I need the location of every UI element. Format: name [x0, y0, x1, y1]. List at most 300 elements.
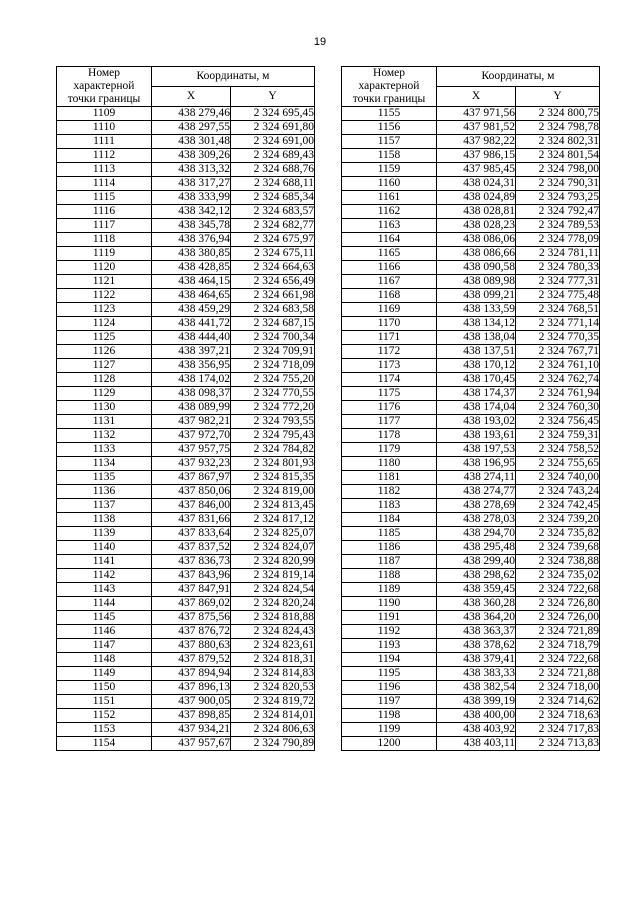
table-row: [342, 401, 600, 415]
point-number-cell: 1161: [342, 191, 437, 205]
table-row: [57, 429, 315, 443]
point-number-cell: 1179: [342, 443, 437, 457]
point-number-cell: 1175: [342, 387, 437, 401]
point-number-cell: 1123: [57, 303, 152, 317]
table-row: [57, 555, 315, 569]
y-coordinate-cell: 2 324 824,43: [231, 625, 315, 639]
x-coordinate-cell: 438 464,15: [152, 275, 231, 289]
y-coordinate-cell: 2 324 682,77: [231, 219, 315, 233]
y-coordinate-cell: 2 324 801,54: [516, 149, 600, 163]
point-number-cell: 1145: [57, 611, 152, 625]
table-row: [57, 205, 315, 219]
point-number-cell: 1192: [342, 625, 437, 639]
x-coordinate-cell: 437 900,05: [152, 695, 231, 709]
point-number-cell: 1173: [342, 359, 437, 373]
point-number-cell: 1154: [57, 737, 152, 751]
x-coordinate-cell: 438 400,00: [437, 709, 516, 723]
point-number-cell: 1134: [57, 457, 152, 471]
table-row: [57, 345, 315, 359]
point-number-cell: 1157: [342, 135, 437, 149]
y-coordinate-cell: 2 324 739,20: [516, 513, 600, 527]
x-coordinate-cell: 438 133,59: [437, 303, 516, 317]
x-coordinate-cell: 438 376,94: [152, 233, 231, 247]
table-row: [342, 583, 600, 597]
point-number-cell: 1133: [57, 443, 152, 457]
table-row: [57, 583, 315, 597]
x-coordinate-cell: 437 850,06: [152, 485, 231, 499]
x-coordinate-cell: 438 174,04: [437, 401, 516, 415]
y-coordinate-cell: 2 324 691,80: [231, 121, 315, 135]
y-coordinate-cell: 2 324 793,55: [231, 415, 315, 429]
y-coordinate-cell: 2 324 740,00: [516, 471, 600, 485]
point-number-cell: 1126: [57, 345, 152, 359]
y-coordinate-cell: 2 324 755,65: [516, 457, 600, 471]
table-row: [342, 695, 600, 709]
y-coordinate-cell: 2 324 717,83: [516, 723, 600, 737]
point-number-cell: 1185: [342, 527, 437, 541]
point-number-cell: 1166: [342, 261, 437, 275]
x-coordinate-cell: 438 297,55: [152, 121, 231, 135]
point-number-cell: 1118: [57, 233, 152, 247]
point-number-cell: 1167: [342, 275, 437, 289]
point-number-cell: 1198: [342, 709, 437, 723]
table-row: [57, 275, 315, 289]
point-number-cell: 1150: [57, 681, 152, 695]
point-number-cell: 1128: [57, 373, 152, 387]
x-coordinate-cell: 438 024,89: [437, 191, 516, 205]
x-coordinate-cell: 438 174,37: [437, 387, 516, 401]
table-row: [57, 625, 315, 639]
table-row: [342, 135, 600, 149]
table-row: [57, 527, 315, 541]
table-row: [342, 443, 600, 457]
y-coordinate-cell: 2 324 792,47: [516, 205, 600, 219]
point-number-cell: 1184: [342, 513, 437, 527]
x-coordinate-cell: 437 875,56: [152, 611, 231, 625]
point-number-cell: 1182: [342, 485, 437, 499]
table-row: [57, 667, 315, 681]
table-row: [342, 625, 600, 639]
y-coordinate-cell: 2 324 790,89: [231, 737, 315, 751]
table-row: [342, 457, 600, 471]
y-coordinate-cell: 2 324 825,07: [231, 527, 315, 541]
x-coordinate-cell: 438 295,48: [437, 541, 516, 555]
point-number-cell: 1115: [57, 191, 152, 205]
table-row: [342, 639, 600, 653]
x-coordinate-cell: 437 986,15: [437, 149, 516, 163]
y-coordinate-cell: 2 324 687,15: [231, 317, 315, 331]
y-coordinate-cell: 2 324 695,45: [231, 107, 315, 121]
table-row: [57, 135, 315, 149]
point-number-cell: 1188: [342, 569, 437, 583]
x-coordinate-cell: 437 843,96: [152, 569, 231, 583]
y-coordinate-cell: 2 324 685,34: [231, 191, 315, 205]
point-number-cell: 1186: [342, 541, 437, 555]
table-row: [57, 359, 315, 373]
header-x: X: [437, 87, 516, 107]
point-number-cell: 1141: [57, 555, 152, 569]
table-row: [342, 233, 600, 247]
point-number-cell: 1156: [342, 121, 437, 135]
x-coordinate-cell: 438 464,65: [152, 289, 231, 303]
y-coordinate-cell: 2 324 718,00: [516, 681, 600, 695]
x-coordinate-cell: 437 879,52: [152, 653, 231, 667]
x-coordinate-cell: 438 274,77: [437, 485, 516, 499]
point-number-cell: 1146: [57, 625, 152, 639]
y-coordinate-cell: 2 324 813,45: [231, 499, 315, 513]
point-number-cell: 1116: [57, 205, 152, 219]
table-row: [342, 485, 600, 499]
x-coordinate-cell: 438 359,45: [437, 583, 516, 597]
table-row: [57, 191, 315, 205]
point-number-cell: 1172: [342, 345, 437, 359]
point-number-cell: 1120: [57, 261, 152, 275]
y-coordinate-cell: 2 324 806,63: [231, 723, 315, 737]
point-number-cell: 1163: [342, 219, 437, 233]
point-number-cell: 1113: [57, 163, 152, 177]
table-row: [57, 737, 315, 751]
y-coordinate-cell: 2 324 760,30: [516, 401, 600, 415]
header-coordinates: Координаты, м: [437, 67, 600, 87]
y-coordinate-cell: 2 324 820,99: [231, 555, 315, 569]
x-coordinate-cell: 438 028,23: [437, 219, 516, 233]
table-row: [342, 681, 600, 695]
y-coordinate-cell: 2 324 762,74: [516, 373, 600, 387]
x-coordinate-cell: 437 896,13: [152, 681, 231, 695]
point-number-cell: 1147: [57, 639, 152, 653]
x-coordinate-cell: 438 403,92: [437, 723, 516, 737]
y-coordinate-cell: 2 324 823,61: [231, 639, 315, 653]
header-point-number: [342, 67, 437, 107]
x-coordinate-cell: 438 024,31: [437, 177, 516, 191]
table-row: [57, 723, 315, 737]
x-coordinate-cell: 438 301,48: [152, 135, 231, 149]
x-coordinate-cell: 437 981,52: [437, 121, 516, 135]
point-number-cell: 1124: [57, 317, 152, 331]
x-coordinate-cell: 437 898,85: [152, 709, 231, 723]
table-row: [57, 653, 315, 667]
x-coordinate-cell: 437 985,45: [437, 163, 516, 177]
point-number-cell: 1199: [342, 723, 437, 737]
table-row: [57, 163, 315, 177]
point-number-cell: 1121: [57, 275, 152, 289]
y-coordinate-cell: 2 324 738,88: [516, 555, 600, 569]
x-coordinate-cell: 438 317,27: [152, 177, 231, 191]
y-coordinate-cell: 2 324 770,55: [231, 387, 315, 401]
point-number-cell: 1125: [57, 331, 152, 345]
table-row: [57, 499, 315, 513]
table-row: [342, 737, 600, 751]
table-row: [342, 569, 600, 583]
x-coordinate-cell: 437 836,73: [152, 555, 231, 569]
x-coordinate-cell: 438 090,58: [437, 261, 516, 275]
x-coordinate-cell: 437 846,00: [152, 499, 231, 513]
header-y: Y: [231, 87, 315, 107]
header-point-line1: Номер: [373, 67, 405, 79]
point-number-cell: 1177: [342, 415, 437, 429]
y-coordinate-cell: 2 324 718,63: [516, 709, 600, 723]
x-coordinate-cell: 437 957,75: [152, 443, 231, 457]
table-row: [342, 611, 600, 625]
x-coordinate-cell: 438 428,85: [152, 261, 231, 275]
x-coordinate-cell: 437 867,97: [152, 471, 231, 485]
x-coordinate-cell: 438 089,98: [437, 275, 516, 289]
x-coordinate-cell: 438 382,54: [437, 681, 516, 695]
x-coordinate-cell: 437 894,94: [152, 667, 231, 681]
x-coordinate-cell: 438 278,03: [437, 513, 516, 527]
y-coordinate-cell: 2 324 755,20: [231, 373, 315, 387]
table-body-right: [342, 107, 600, 751]
x-coordinate-cell: 438 299,40: [437, 555, 516, 569]
table-row: [57, 541, 315, 555]
table-row: [342, 219, 600, 233]
x-coordinate-cell: 438 313,32: [152, 163, 231, 177]
x-coordinate-cell: 438 197,53: [437, 443, 516, 457]
table-row: [342, 723, 600, 737]
x-coordinate-cell: 437 880,63: [152, 639, 231, 653]
y-coordinate-cell: 2 324 675,11: [231, 247, 315, 261]
y-coordinate-cell: 2 324 718,79: [516, 639, 600, 653]
table-row: [342, 499, 600, 513]
x-coordinate-cell: 437 833,64: [152, 527, 231, 541]
x-coordinate-cell: 438 378,62: [437, 639, 516, 653]
x-coordinate-cell: 437 982,21: [152, 415, 231, 429]
table-row: [342, 513, 600, 527]
y-coordinate-cell: 2 324 775,48: [516, 289, 600, 303]
table-row: [57, 485, 315, 499]
point-number-cell: 1110: [57, 121, 152, 135]
point-number-cell: 1112: [57, 149, 152, 163]
x-coordinate-cell: 438 279,46: [152, 107, 231, 121]
x-coordinate-cell: 438 383,33: [437, 667, 516, 681]
x-coordinate-cell: 438 099,21: [437, 289, 516, 303]
header-point-line1: Номер: [88, 67, 120, 79]
point-number-cell: 1162: [342, 205, 437, 219]
table-row: [57, 681, 315, 695]
table-row: [342, 191, 600, 205]
table-row: [342, 471, 600, 485]
y-coordinate-cell: 2 324 784,82: [231, 443, 315, 457]
point-number-cell: 1149: [57, 667, 152, 681]
x-coordinate-cell: 438 379,41: [437, 653, 516, 667]
y-coordinate-cell: 2 324 814,83: [231, 667, 315, 681]
y-coordinate-cell: 2 324 800,75: [516, 107, 600, 121]
x-coordinate-cell: 438 089,99: [152, 401, 231, 415]
table-row: [342, 163, 600, 177]
point-number-cell: 1148: [57, 653, 152, 667]
y-coordinate-cell: 2 324 767,71: [516, 345, 600, 359]
y-coordinate-cell: 2 324 722,68: [516, 653, 600, 667]
coordinates-table-right: [341, 66, 600, 751]
x-coordinate-cell: 438 086,06: [437, 233, 516, 247]
y-coordinate-cell: 2 324 683,58: [231, 303, 315, 317]
x-coordinate-cell: 438 193,61: [437, 429, 516, 443]
header-y: Y: [516, 87, 600, 107]
x-coordinate-cell: 438 137,51: [437, 345, 516, 359]
table-row: [57, 261, 315, 275]
x-coordinate-cell: 438 134,12: [437, 317, 516, 331]
x-coordinate-cell: 437 932,23: [152, 457, 231, 471]
point-number-cell: 1164: [342, 233, 437, 247]
point-number-cell: 1142: [57, 569, 152, 583]
y-coordinate-cell: 2 324 721,89: [516, 625, 600, 639]
x-coordinate-cell: 438 364,20: [437, 611, 516, 625]
x-coordinate-cell: 438 380,85: [152, 247, 231, 261]
y-coordinate-cell: 2 324 743,24: [516, 485, 600, 499]
point-number-cell: 1169: [342, 303, 437, 317]
x-coordinate-cell: 437 971,56: [437, 107, 516, 121]
table-row: [57, 401, 315, 415]
header-coordinates: Координаты, м: [152, 67, 315, 87]
header-x: X: [152, 87, 231, 107]
point-number-cell: 1119: [57, 247, 152, 261]
point-number-cell: 1122: [57, 289, 152, 303]
point-number-cell: 1111: [57, 135, 152, 149]
x-coordinate-cell: 438 274,11: [437, 471, 516, 485]
point-number-cell: 1114: [57, 177, 152, 191]
table-row: [342, 359, 600, 373]
x-coordinate-cell: 438 170,45: [437, 373, 516, 387]
point-number-cell: 1138: [57, 513, 152, 527]
table-row: [57, 611, 315, 625]
point-number-cell: 1129: [57, 387, 152, 401]
point-number-cell: 1132: [57, 429, 152, 443]
header-point-line3: точки границы: [67, 93, 141, 105]
coordinates-table-left: [56, 66, 315, 751]
y-coordinate-cell: 2 324 688,76: [231, 163, 315, 177]
point-number-cell: 1178: [342, 429, 437, 443]
table-row: [342, 653, 600, 667]
y-coordinate-cell: 2 324 726,00: [516, 611, 600, 625]
y-coordinate-cell: 2 324 795,43: [231, 429, 315, 443]
point-number-cell: 1137: [57, 499, 152, 513]
table-row: [342, 121, 600, 135]
y-coordinate-cell: 2 324 819,14: [231, 569, 315, 583]
y-coordinate-cell: 2 324 688,11: [231, 177, 315, 191]
header-point-line2: характерной: [73, 80, 135, 92]
y-coordinate-cell: 2 324 713,83: [516, 737, 600, 751]
table-row: [57, 387, 315, 401]
y-coordinate-cell: 2 324 793,25: [516, 191, 600, 205]
table-row: [57, 457, 315, 471]
table-row: [342, 541, 600, 555]
table-row: [342, 289, 600, 303]
point-number-cell: 1139: [57, 527, 152, 541]
point-number-cell: 1195: [342, 667, 437, 681]
table-row: [57, 121, 315, 135]
y-coordinate-cell: 2 324 819,72: [231, 695, 315, 709]
table-row: [57, 443, 315, 457]
table-row: [342, 667, 600, 681]
point-number-cell: 1144: [57, 597, 152, 611]
x-coordinate-cell: 437 957,67: [152, 737, 231, 751]
x-coordinate-cell: 438 363,37: [437, 625, 516, 639]
point-number-cell: 1140: [57, 541, 152, 555]
point-number-cell: 1152: [57, 709, 152, 723]
point-number-cell: 1180: [342, 457, 437, 471]
x-coordinate-cell: 438 444,40: [152, 331, 231, 345]
y-coordinate-cell: 2 324 798,78: [516, 121, 600, 135]
table-row: [342, 149, 600, 163]
table-row: [57, 597, 315, 611]
x-coordinate-cell: 438 441,72: [152, 317, 231, 331]
table-row: [342, 527, 600, 541]
table-row: [342, 345, 600, 359]
point-number-cell: 1158: [342, 149, 437, 163]
x-coordinate-cell: 437 972,70: [152, 429, 231, 443]
point-number-cell: 1153: [57, 723, 152, 737]
table-row: [342, 331, 600, 345]
y-coordinate-cell: 2 324 801,93: [231, 457, 315, 471]
y-coordinate-cell: 2 324 718,09: [231, 359, 315, 373]
y-coordinate-cell: 2 324 771,14: [516, 317, 600, 331]
y-coordinate-cell: 2 324 815,35: [231, 471, 315, 485]
point-number-cell: 1193: [342, 639, 437, 653]
table-row: [342, 387, 600, 401]
x-coordinate-cell: 438 086,66: [437, 247, 516, 261]
y-coordinate-cell: 2 324 777,31: [516, 275, 600, 289]
x-coordinate-cell: 438 193,02: [437, 415, 516, 429]
y-coordinate-cell: 2 324 824,07: [231, 541, 315, 555]
x-coordinate-cell: 438 345,78: [152, 219, 231, 233]
header-point-number: [57, 67, 152, 107]
point-number-cell: 1170: [342, 317, 437, 331]
x-coordinate-cell: 438 360,28: [437, 597, 516, 611]
point-number-cell: 1127: [57, 359, 152, 373]
point-number-cell: 1171: [342, 331, 437, 345]
table-row: [57, 233, 315, 247]
y-coordinate-cell: 2 324 739,68: [516, 541, 600, 555]
table-row: [342, 205, 600, 219]
y-coordinate-cell: 2 324 780,33: [516, 261, 600, 275]
x-coordinate-cell: 438 196,95: [437, 457, 516, 471]
point-number-cell: 1160: [342, 177, 437, 191]
y-coordinate-cell: 2 324 768,51: [516, 303, 600, 317]
x-coordinate-cell: 438 098,37: [152, 387, 231, 401]
x-coordinate-cell: 437 934,21: [152, 723, 231, 737]
y-coordinate-cell: 2 324 761,10: [516, 359, 600, 373]
table-row: [57, 695, 315, 709]
y-coordinate-cell: 2 324 735,82: [516, 527, 600, 541]
x-coordinate-cell: 437 869,02: [152, 597, 231, 611]
x-coordinate-cell: 438 403,11: [437, 737, 516, 751]
x-coordinate-cell: 438 459,29: [152, 303, 231, 317]
table-row: [57, 415, 315, 429]
x-coordinate-cell: 437 847,91: [152, 583, 231, 597]
point-number-cell: 1189: [342, 583, 437, 597]
point-number-cell: 1190: [342, 597, 437, 611]
x-coordinate-cell: 438 138,04: [437, 331, 516, 345]
y-coordinate-cell: 2 324 735,02: [516, 569, 600, 583]
table-row: [342, 373, 600, 387]
y-coordinate-cell: 2 324 802,31: [516, 135, 600, 149]
table-row: [57, 177, 315, 191]
header-point-line3: точки границы: [352, 93, 426, 105]
y-coordinate-cell: 2 324 761,94: [516, 387, 600, 401]
x-coordinate-cell: 438 298,62: [437, 569, 516, 583]
y-coordinate-cell: 2 324 759,31: [516, 429, 600, 443]
table-row: [342, 275, 600, 289]
y-coordinate-cell: 2 324 683,57: [231, 205, 315, 219]
table-row: [57, 373, 315, 387]
point-number-cell: 1196: [342, 681, 437, 695]
y-coordinate-cell: 2 324 689,43: [231, 149, 315, 163]
x-coordinate-cell: 438 170,12: [437, 359, 516, 373]
y-coordinate-cell: 2 324 700,34: [231, 331, 315, 345]
y-coordinate-cell: 2 324 721,88: [516, 667, 600, 681]
y-coordinate-cell: 2 324 675,97: [231, 233, 315, 247]
x-coordinate-cell: 437 876,72: [152, 625, 231, 639]
